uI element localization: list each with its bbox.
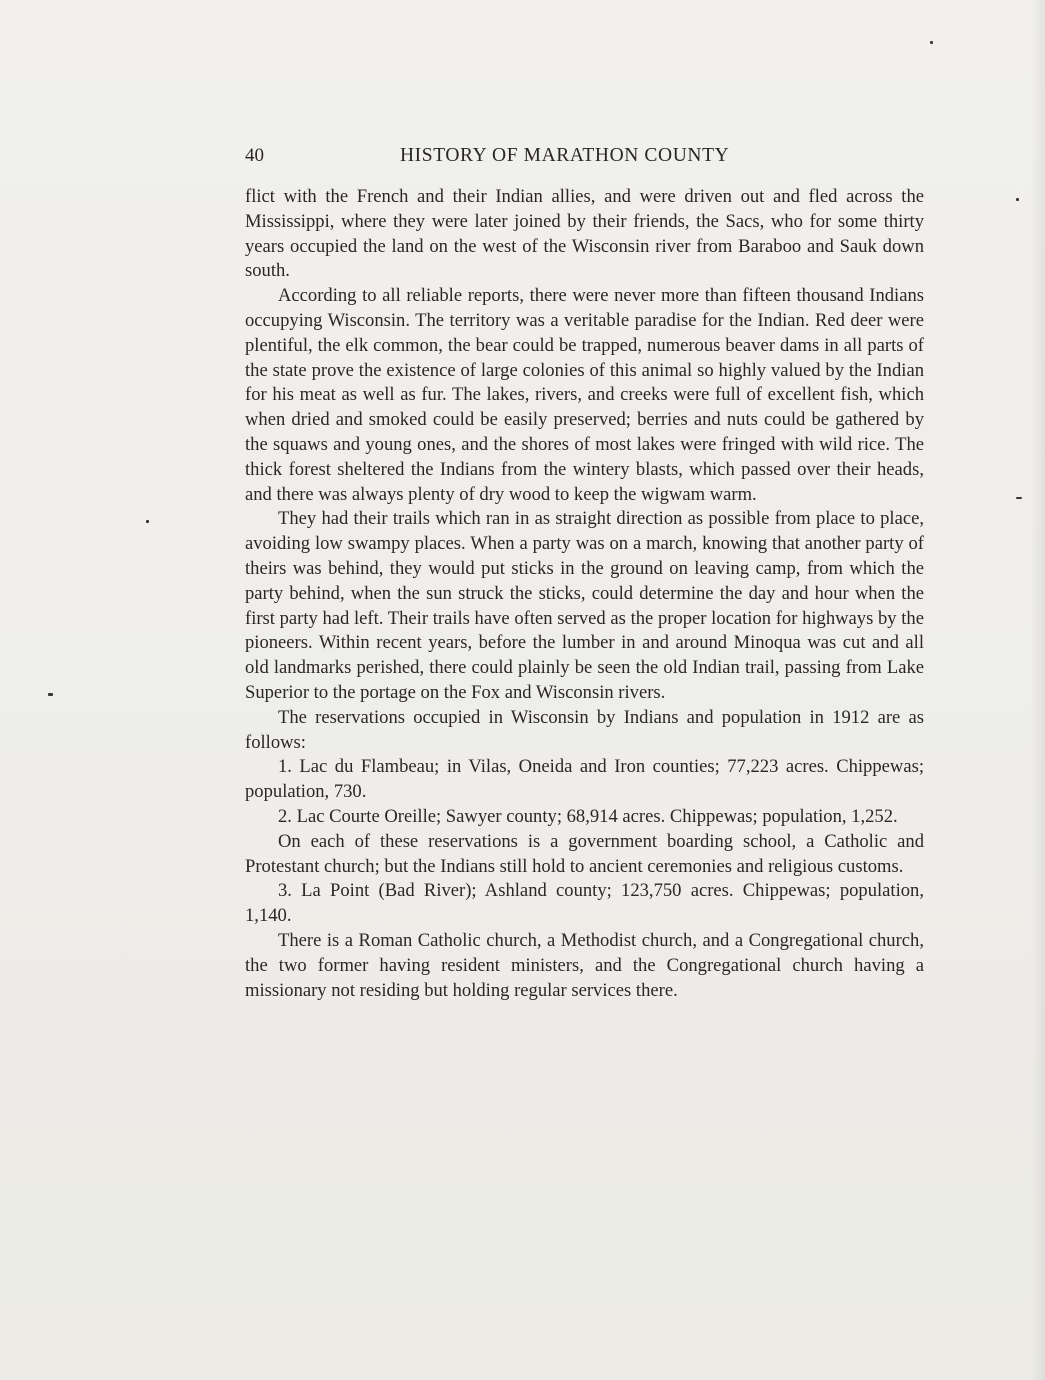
list-item: 3. La Point (Bad River); Ashland county; 123,750 acres. Chippewas; population, 1,140.: [245, 880, 924, 927]
scan-speck: [930, 41, 933, 44]
scan-speck: [1016, 198, 1019, 201]
page-header: [245, 142, 925, 172]
page-edge-shadow: [1031, 0, 1045, 1380]
paragraph: On each of these reservations is a government boarding school, a Catholic and Protestant church; but the Indians still hold to ancient ceremonies and religious customs.: [245, 830, 924, 877]
paragraph: They had their trails which ran in as straight direction as possible from place to place, avoiding low swampy places. When a party was on a march, knowing that another party of theirs was behind, they would put sticks in the ground on leaving camp, from which the party behind, when the sun struck the sticks, could determine the day and hour when the first party had left. Their trails have often served as the proper location for highways by the pioneers. Within recent years, before the lumber in and around Minoqua was cut and all old landmarks perished, there could plainly be seen the old Indian trail, passing from Lake Superior to the portage on the Fox and Wisconsin rivers.: [245, 508, 924, 703]
paragraph: flict with the French and their Indian allies, and were driven out and fled across the Mississippi, where they were later joined by their friends, the Sacs, who for some thirty years occupied the land on the west of the Wisconsin river from Baraboo and Sauk down south.: [245, 186, 924, 282]
list-item: 1. Lac du Flambeau; in Vilas, Oneida and Iron counties; 77,223 acres. Chippewas; population, 730.: [245, 756, 924, 803]
running-head: HISTORY OF MARATHON COUNTY: [400, 145, 730, 166]
list-item: 2. Lac Courte Oreille; Sawyer county; 68,914 acres. Chippewas; population, 1,252.: [278, 805, 898, 827]
scan-speck: [146, 520, 149, 523]
body-text: [245, 185, 924, 1003]
page-number: 40: [245, 145, 264, 166]
paragraph: According to all reliable reports, there were never more than fifteen thousand Indians occupying Wisconsin. The territory was a veritable paradise for the Indian. Red deer were plentiful, the elk common, the bear could be trapped, numerous beaver dams in all parts of the state prove the existence of large colonies of this animal so highly valued by the Indian for his meat as well as fur. The lakes, rivers, and creeks were full of excellent fish, which when dried and smoked could be easily preserved; berries and nuts could be gathered by the squaws and young ones, and the shores of most lakes were fringed with wild rice. The thick forest sheltered the Indians from the wintery blasts, which passed over their heads, and there was always plenty of dry wood to keep the wigwam warm.: [245, 285, 924, 505]
scan-speck: [48, 693, 53, 696]
paragraph: The reservations occupied in Wisconsin by Indians and population in 1912 are as follows:: [245, 706, 924, 753]
paragraph: There is a Roman Catholic church, a Methodist church, and a Congregational church, the two former having resident ministers, and the Congregational church having a missionary not residing but holding regular services there.: [245, 929, 924, 1001]
scan-speck: [1016, 497, 1022, 499]
